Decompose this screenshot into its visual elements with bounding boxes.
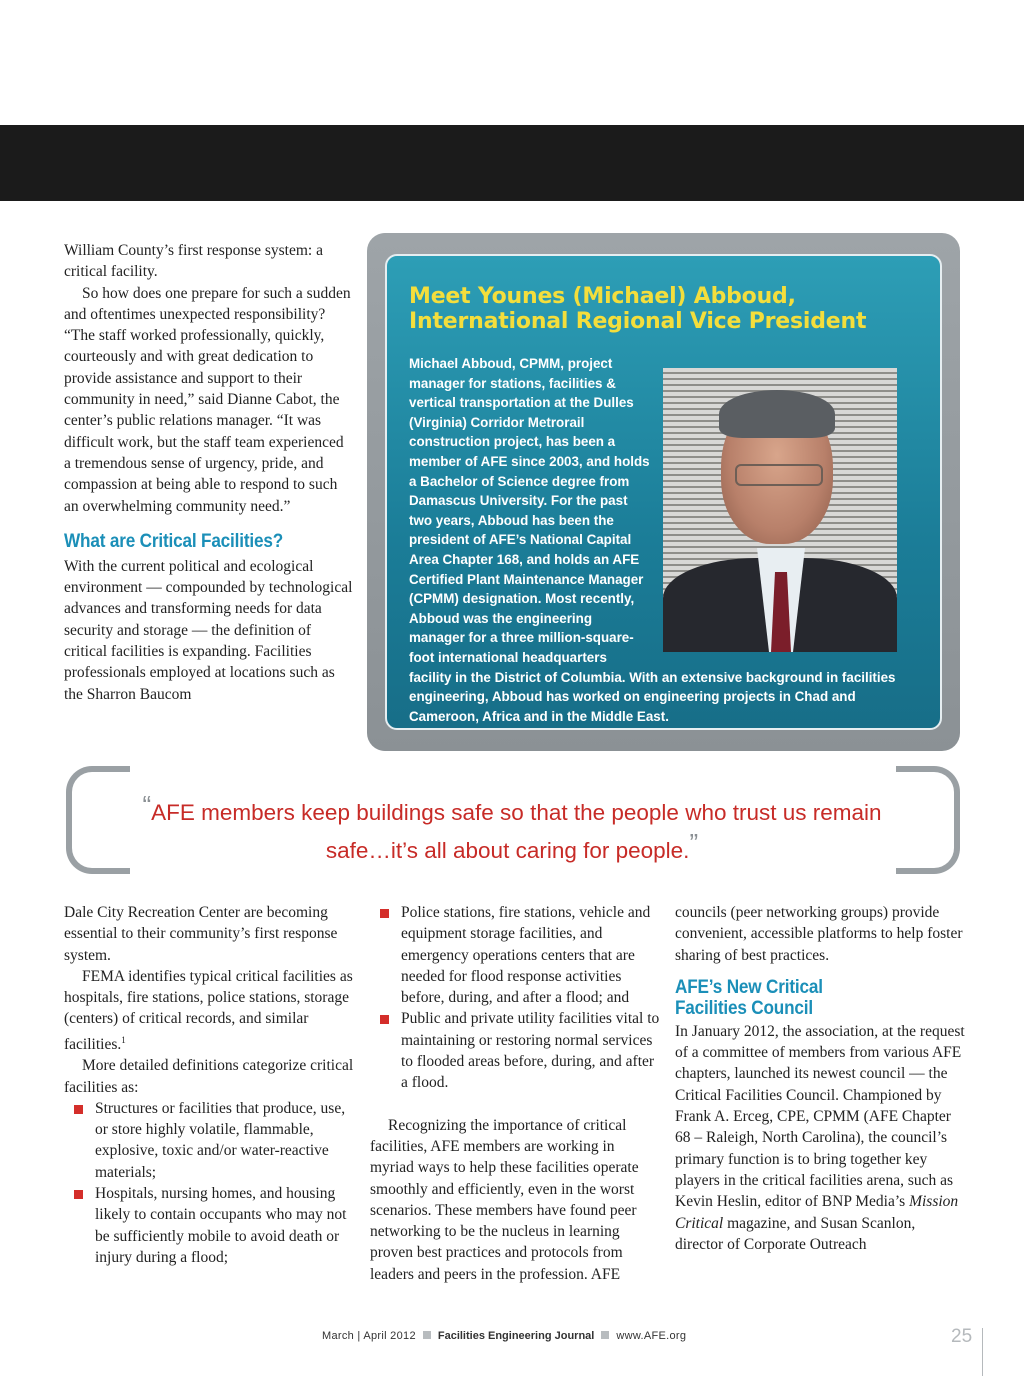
bullet-list [370, 902, 660, 1094]
glasses [735, 464, 823, 486]
list-item: Hospitals, nursing homes, and housing likely to contain occupants who may not be sufficiently mobile to avoid death or injury during a flood; [64, 1183, 354, 1268]
list-item: Structures or facilities that produce, use, or store highly volatile, flammable, explosive, toxic and/or water-reactive materials; [64, 1098, 354, 1183]
separator-square-icon [423, 1331, 431, 1339]
paragraph: With the current political and ecological environment — compounded by technological advances and transforming needs for data security and storage — the definition of critical facilities is expanding. Facilities professionals employed at locations such as the Sharron Baucom [64, 557, 353, 703]
list-item: Public and private utility facilities vital to maintaining or restoring normal services to flooded areas before, during, and after a flood. [370, 1008, 660, 1093]
footer-publication: Facilities Engineering Journal [437, 1330, 595, 1342]
top-left-column [64, 240, 354, 705]
portrait-photo [663, 368, 897, 652]
page-footer [322, 1330, 686, 1342]
paragraph [675, 1021, 965, 1255]
section-heading-council-line1: AFE’s New Critical [675, 975, 823, 998]
separator-square-icon [601, 1331, 609, 1339]
page-number: 25 [951, 1326, 973, 1347]
paragraph: More detailed definitions categorize critical facilities as: [64, 1057, 354, 1096]
paragraph-text: magazine, and Susan Scanlon, director of Corporate Outreach [675, 1214, 916, 1253]
paragraph-text: FEMA identifies typical critical facilities as hospitals, fire stations, police stations, storage (centers) of critical records, and similar facilities. [64, 967, 353, 1053]
close-quote-mark: ” [689, 828, 699, 858]
paragraph: Dale City Recreation Center are becoming essential to their community’s first response system. [64, 904, 338, 964]
paragraph [64, 966, 354, 1055]
paragraph-text: In January 2012, the association, at the request of a committee of members from various AFE chapters, launched its newest council — the Critical Facilities Council. Championed by Frank A. Erceg, CPE, CPMM (AFE Chapter 68 – Raleigh, North Carolina), the council’s primary function is to bring together key players in the critical facilities arena, such as Kevin Heslin, editor of BNP Media’s [675, 1022, 965, 1211]
paragraph: William County’s first response system: a critical facility. [64, 242, 323, 281]
header-black-bar [0, 125, 1024, 201]
paragraph: councils (peer networking groups) provide convenient, accessible platforms to help foster sharing of best practices. [675, 904, 963, 964]
magazine-title: Mission Critical [675, 1193, 959, 1232]
pull-quote [120, 790, 904, 866]
list-item: Police stations, fire stations, vehicle and equipment storage facilities, and emergency operations centers that are needed for flood response activities before, during, and after a flood; and [370, 902, 660, 1008]
paragraph: So how does one prepare for such a sudden and oftentimes unexpected responsibility? “The staff worked professionally, quickly, courteously and with great dedication to provide assistance and support to their community in need,” said Dianne Cabot, the center’s public relations manager. “It was difficult work, but the staff team experienced a tremendous sense of urgency, pride, and compassion at being able to respond to such an overwhelming community need.” [64, 284, 351, 515]
sidebar-body [409, 354, 919, 726]
sidebar-body-text: Michael Abboud, CPMM, project manager for stations, facilities & vertical transportation at the Dulles (Virginia) Corridor Metrorail construction project, has been a member of AFE since 2003, and holds a Bachelor of Science degree from Damascus University. For the past two years, Abboud has been the president of AFE’s National Capital Area Chapter 168, and holds an AFE Certified Plant Maintenance Manager (CPMM) designation. Most recently, Abboud was the engineering manager for a three million-square-foot international headquarters facility in the District of Columbia. With an extensive background in facilities engineering, Abboud has worked on engineering projects in Chad and Cameroon, Africa and in the Middle East. [409, 356, 896, 724]
bottom-column-1 [64, 902, 354, 1268]
footer-issue: March | April 2012 [322, 1330, 416, 1342]
bullet-list [64, 1098, 354, 1268]
footer-website: www.AFE.org [616, 1330, 687, 1342]
sidebar-title: Meet Younes (Michael) Abboud, International Regional Vice President [409, 284, 867, 334]
bottom-column-3 [675, 902, 965, 1255]
paragraph: Recognizing the importance of critical facilities, AFE members are working in myriad ways to help these facilities operate smoothly and efficiently, even in the worst scenarios. These members have found peer networking to be the nucleus in learning proven best practices and protocols from leaders and peers in the profession. AFE [370, 1116, 639, 1283]
section-heading-council-line2: Facilities Council [675, 996, 813, 1019]
hair [719, 390, 835, 438]
open-quote-mark: “ [142, 790, 152, 820]
page-number-rule [982, 1328, 983, 1376]
right-bracket-decoration [896, 766, 960, 874]
bottom-column-2 [370, 902, 660, 1285]
pull-quote-text: AFE members keep buildings safe so that the people who trust us remain safe…it’s all about caring for people. [151, 800, 882, 863]
section-heading-critical-facilities: What are Critical Facilities? [64, 529, 284, 552]
profile-sidebar [385, 254, 942, 730]
footnote-marker: 1 [121, 1034, 126, 1045]
